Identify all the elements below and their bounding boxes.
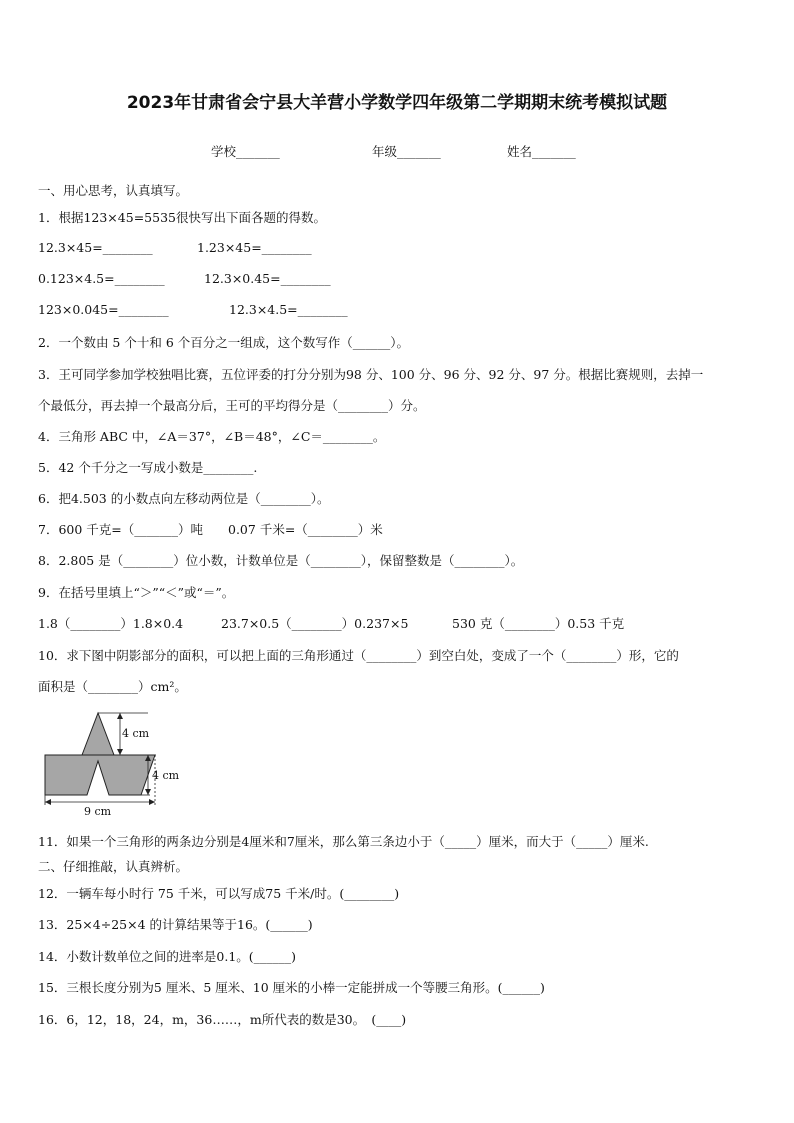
question-1d: 12.3×0.45=________ [204, 271, 331, 286]
question-14: 14．小数计数单位之间的进率是0.1。(______) [38, 949, 297, 964]
question-2: 2．一个数由 5 个十和 6 个百分之一组成，这个数写作（______）。 [38, 335, 410, 350]
question-1b: 1.23×45=________ [197, 240, 312, 255]
question-1e: 123×0.045=________ [38, 302, 169, 317]
question-5: 5．42 个千分之一写成小数是________. [38, 460, 258, 475]
question-9-stem: 9．在括号里填上“＞”“＜”或“＝”。 [38, 585, 235, 600]
question-9b: 23.7×0.5（________）0.237×5 [221, 616, 409, 631]
section-2-heading: 二、仔细推敲，认真辨析。 [38, 859, 189, 874]
question-1c: 0.123×4.5=________ [38, 271, 165, 286]
question-1-stem: 1．根据123×45=5535很快写出下面各题的得数。 [38, 210, 326, 225]
school-field[interactable]: 学校_______ [211, 144, 280, 159]
question-6: 6．把4.503 的小数点向左移动两位是（________）。 [38, 491, 330, 506]
question-10-line-1: 10．求下图中阴影部分的面积，可以把上面的三角形通过（________）到空白处，变成了一个（________）形，它的 [38, 648, 679, 663]
question-3-line-1: 3．王可同学参加学校独唱比赛，五位评委的打分分别为98 分、100 分、96 分、92 分、97 分。根据比赛规则，去掉一 [38, 367, 704, 382]
name-field[interactable]: 姓名_______ [507, 144, 576, 159]
question-12: 12．一辆车每小时行 75 千米，可以写成75 千米/时。(________) [38, 886, 400, 901]
label-right: 4 cm [152, 769, 180, 782]
top-triangle [82, 713, 114, 755]
grade-field[interactable]: 年级_______ [372, 144, 441, 159]
question-1f: 12.3×4.5=________ [229, 302, 348, 317]
section-1-heading: 一、用心思考，认真填写。 [38, 183, 189, 198]
question-9a: 1.8（________）1.8×0.4 [38, 616, 184, 631]
question-9c: 530 克（________）0.53 千克 [452, 616, 625, 631]
question-7: 7．600 千克=（_______）吨 0.07 千米=（________）米 [38, 522, 383, 537]
question-3-line-2: 个最低分，再去掉一个最高分后，王可的平均得分是（________）分。 [38, 398, 426, 413]
question-15: 15．三根长度分别为5 厘米、5 厘米、10 厘米的小棒一定能拼成一个等腰三角形。(______) [38, 980, 545, 995]
question-8: 8．2.805 是（________）位小数，计数单位是（________），保留整数是（________）。 [38, 553, 524, 568]
label-top: 4 cm [122, 727, 150, 740]
question-16: 16．6，12，18，24，m，36……，m所代表的数是30。 (____) [38, 1012, 407, 1027]
question-10-line-2: 面积是（________）cm²。 [38, 679, 187, 694]
question-4: 4．三角形 ABC 中，∠A＝37°，∠B＝48°，∠C＝________。 [38, 429, 386, 444]
question-11: 11．如果一个三角形的两条边分别是4厘米和7厘米，那么第三条边小于（_____）厘米，而大于（_____）厘米. [38, 834, 649, 849]
question-1a: 12.3×45=________ [38, 240, 153, 255]
shaded-area-figure [38, 705, 188, 823]
page-title: 2023年甘肃省会宁县大羊营小学数学四年级第二学期期末统考模拟试题 [126, 93, 668, 113]
label-bottom: 9 cm [84, 805, 112, 818]
question-13: 13．25×4÷25×4 的计算结果等于16。(______) [38, 917, 313, 932]
